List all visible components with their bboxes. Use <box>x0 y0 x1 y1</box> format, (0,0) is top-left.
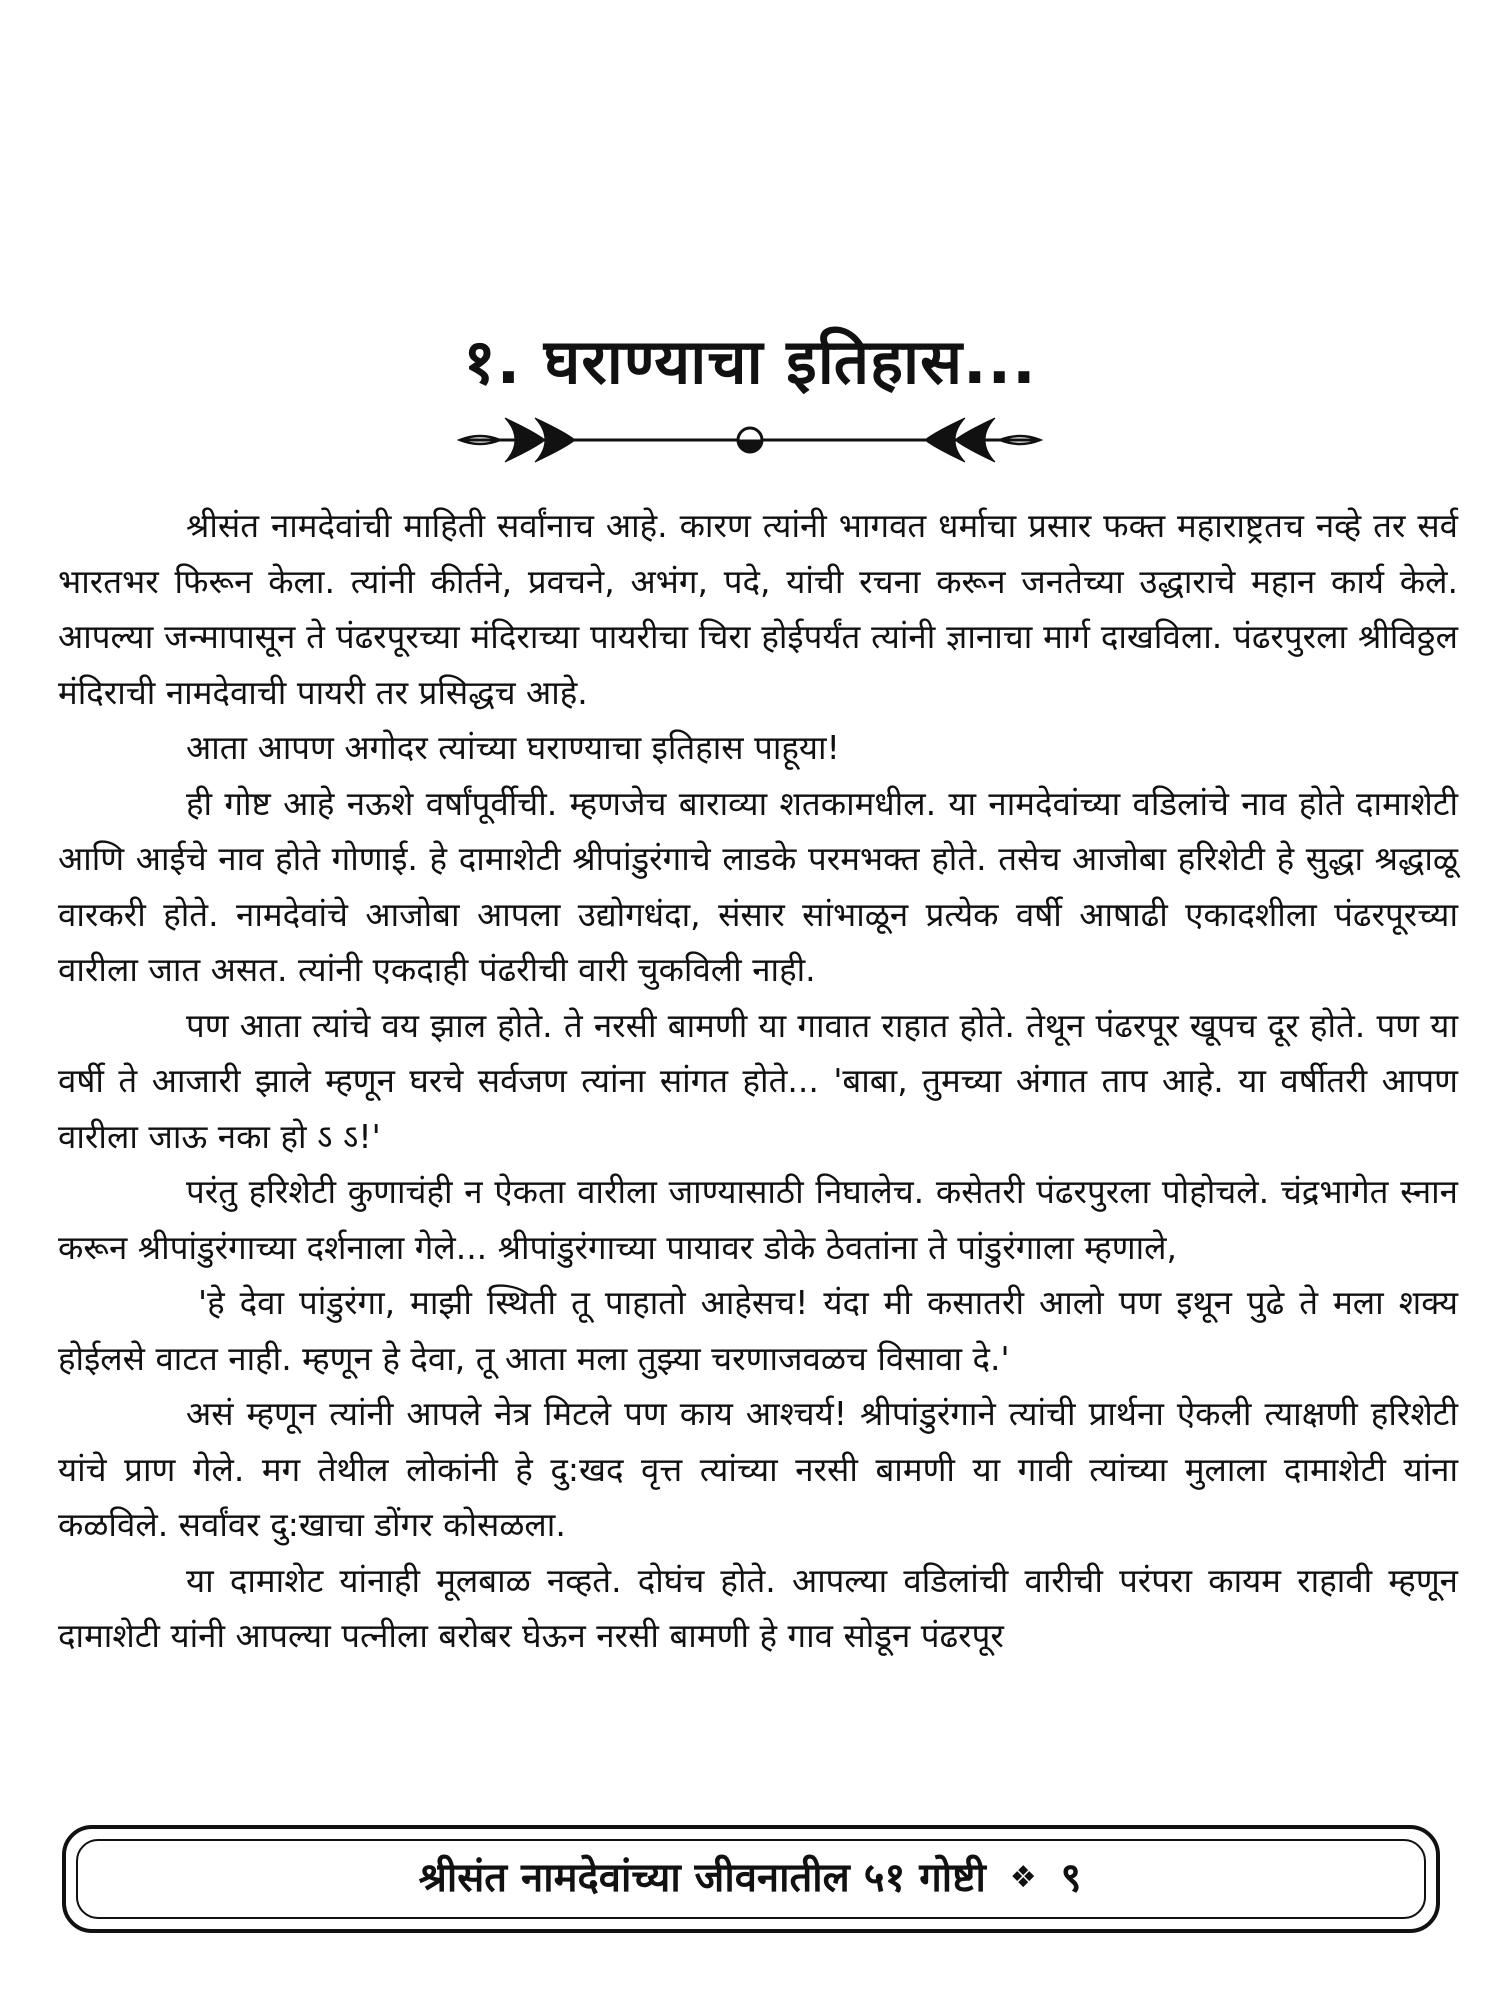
quote-paragraph: 'हे देवा पांडुरंगा, माझी स्थिती तू पाहातो आहेसच! यंदा मी कसातरी आलो पण इथून पुढे ते मला शक्य होईलसे वाटत नाही. म्हणून हे देवा, तू आता मला तुझ्या चरणाजवळच विसावा दे.' <box>58 1283 1458 1378</box>
book-title: श्रीसंत नामदेवांच्या जीवनातील ५१ गोष्टी <box>418 1855 986 1901</box>
paragraph: पण आता त्यांचे वय झाल होते. ते नरसी बामणी या गावात राहात होते. तेथून पंढरपूर खूपच दूर होते. पण या वर्षी ते आजारी झाले म्हणून घरचे सर्वजण त्यांना सांगत होते... 'बाबा, तुमच्या अंगात ताप आहे. या वर्षीतरी आपण वारीला जाऊ नका हो ऽ ऽ!' <box>58 1005 1458 1156</box>
ornament-divider-icon <box>450 410 1050 470</box>
paragraph: आता आपण अगोदर त्यांच्या घराण्याचा इतिहास पाहूया! <box>186 728 840 767</box>
paragraph: या दामाशेट यांनाही मूलबाळ नव्हते. दोघंच होते. आपल्या वडिलांची वारीची परंपरा कायम राहावी म्हणून दामाशेटी यांनी आपल्या पत्नीला बरोबर घेऊन नरसी बामणी हे गाव सोडून पंढरपूर <box>58 1560 1458 1655</box>
chapter-body <box>58 498 1458 1664</box>
chapter-title: १. घराण्याचा इतिहास... <box>463 325 1037 398</box>
paragraph: ही गोष्ट आहे नऊशे वर्षांपूर्वीची. म्हणजेच बाराव्या शतकामधील. या नामदेवांच्या वडिलांचे नाव होते दामाशेटी आणि आईचे नाव होते गोणाई. हे दामाशेटी श्रीपांडुरंगाचे लाडके परमभक्त होते. तसेच आजोबा हरिशेटी हे सुद्धा श्रद्धाळू वारकरी होते. नामदेवांचे आजोबा आपला उद्योगधंदा, संसार सांभाळून प्रत्येक वर्षी आषाढी एकादशीला पंढरपूरच्या वारीला जात असत. त्यांनी एकदाही पंढरीची वारी चुकविली नाही. <box>58 783 1458 989</box>
paragraph: असं म्हणून त्यांनी आपले नेत्र मिटले पण काय आश्चर्य! श्रीपांडुरंगाने त्यांची प्रार्थना ऐकली त्याक्षणी हरिशेटी यांचे प्राण गेले. मग तेथील लोकांनी हे दु:खद वृत्त त्यांच्या नरसी बामणी या गावी त्यांच्या मुलाला दामाशेटी यांना कळविले. सर्वांवर दु:खाचा डोंगर कोसळला. <box>58 1394 1458 1544</box>
page-number: ९ <box>1060 1855 1082 1901</box>
paragraph: परंतु हरिशेटी कुणाचंही न ऐकता वारीला जाण्यासाठी निघालेच. कसेतरी पंढरपुरला पोहोचले. चंद्रभागेत स्नान करून श्रीपांडुरंगाच्या दर्शनाला गेले... श्रीपांडुरंगाच्या पायावर डोके ठेवतांना ते पांडुरंगाला म्हणाले, <box>58 1172 1458 1267</box>
footer <box>0 1850 1500 1906</box>
paragraph: श्रीसंत नामदेवांची माहिती सर्वांनाच आहे. कारण त्यांनी भागवत धर्माचा प्रसार फक्त महाराष्ट्रतच नव्हे तर सर्व भारतभर फिरून केला. त्यांनी कीर्तने, प्रवचने, अभंग, पदे, यांची रचना करून जनतेच्या उद्धाराचे महान कार्य केले. आपल्या जन्मापासून ते पंढरपूरच्या मंदिराच्या पायरीचा चिरा होईपर्यंत त्यांनी ज्ञानाचा मार्ग दाखविला. पंढरपुरला श्रीविठ्ठल मंदिराची नामदेवाची पायरी तर प्रसिद्धच आहे. <box>58 506 1458 712</box>
diamond-separator-icon: ❖ <box>1009 1860 1037 1895</box>
